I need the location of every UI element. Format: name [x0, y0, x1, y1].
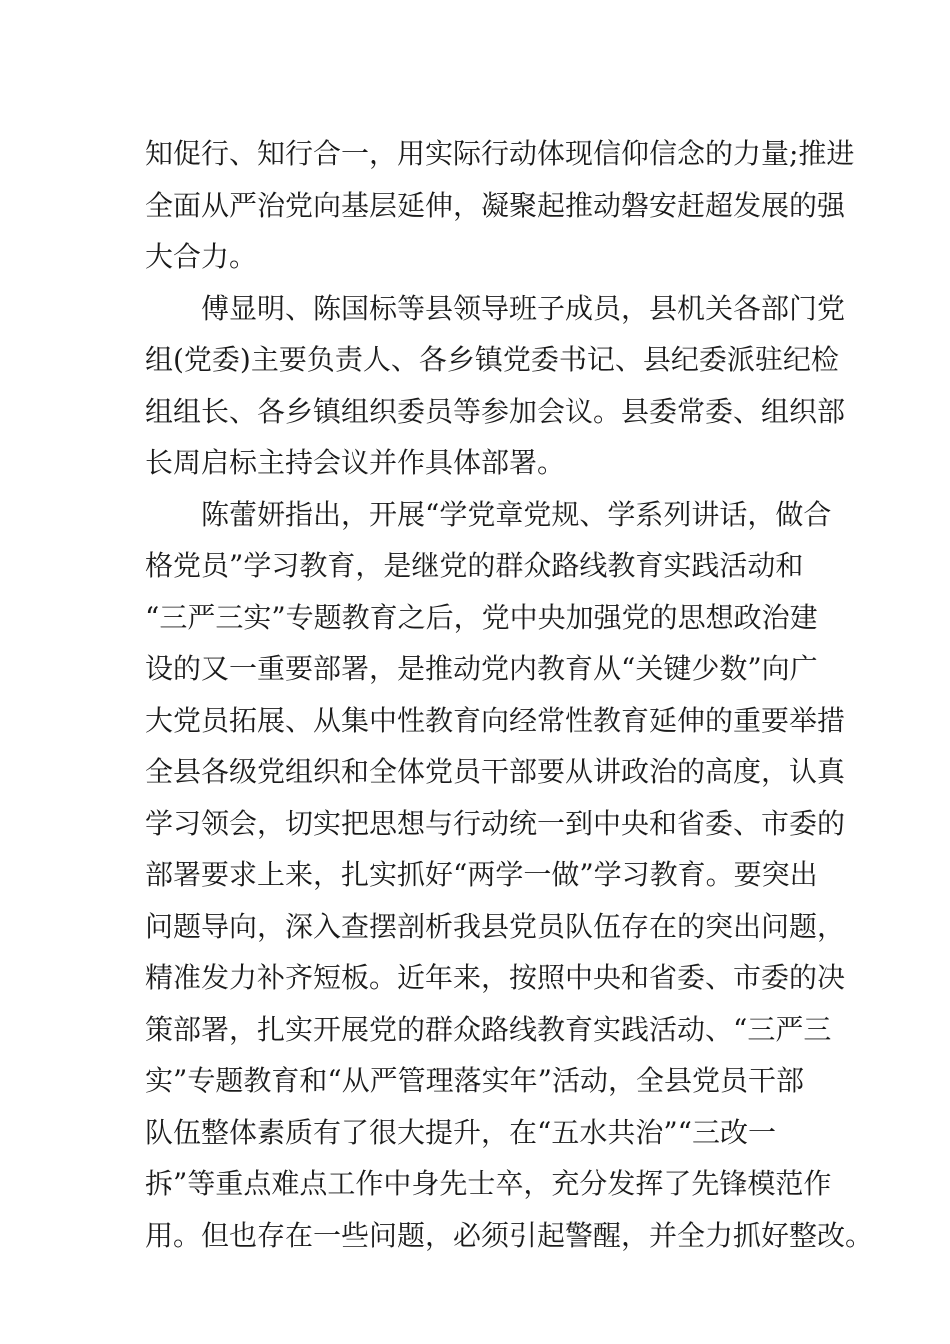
text-line: 大合力。 — [145, 240, 258, 273]
text-line: 全面从严治党向基层延伸，凝聚起推动磐安赶超发展的强 — [145, 188, 846, 222]
text-line: 部署要求上来，扎实抓好“两学一做”学习教育。要突出 — [145, 858, 818, 891]
text-line: “三严三实”专题教育之后，党中央加强党的思想政治建 — [145, 600, 818, 634]
paragraph-first-line: 傅显明、陈国标等县领导班子成员，县机关各部门党 — [201, 291, 846, 325]
text-line: 拆”等重点难点工作中身先士卒，充分发挥了先锋模范作 — [145, 1167, 832, 1200]
text-line: 组组长、各乡镇组织委员等参加会议。县委常委、组织部 — [145, 394, 846, 428]
text-line: 大党员拓展、从集中性教育向经常性教育延伸的重要举措 — [145, 703, 846, 737]
paragraph-first-line: 陈蕾妍指出，开展“学党章党规、学系列讲话，做合 — [201, 497, 832, 531]
text-line: 知促行、知行合一，用实际行动体现信仰信念的力量;推进 — [145, 137, 855, 170]
text-line: 队伍整体素质有了很大提升，在“五水共治”“三改一 — [145, 1115, 776, 1149]
body-text — [145, 128, 874, 1261]
text-line: 全县各级党组织和全体党员干部要从讲政治的高度，认真 — [145, 755, 846, 788]
text-line: 长周启标主持会议并作具体部署。 — [145, 446, 566, 479]
text-line: 策部署，扎实开展党的群众路线教育实践活动、“三严三 — [145, 1012, 832, 1046]
text-line: 精准发力补齐短板。近年来，按照中央和省委、市委的决 — [145, 961, 846, 994]
text-line: 学习领会，切实把思想与行动统一到中央和省委、市委的 — [145, 806, 846, 840]
text-line: 设的又一重要部署，是推动党内教育从“关键少数”向广 — [145, 652, 818, 685]
text-line: 组(党委)主要负责人、各乡镇党委书记、县纪委派驻纪检 — [145, 343, 839, 376]
text-line: 格党员”学习教育，是继党的群众路线教育实践活动和 — [145, 549, 804, 582]
text-line: 问题导向，深入查摆剖析我县党员队伍存在的突出问题， — [145, 909, 846, 943]
text-line: 实”专题教育和“从严管理落实年”活动，全县党员干部 — [145, 1064, 804, 1097]
text-line: 用。但也存在一些问题，必须引起警醒，并全力抓好整改。 — [145, 1218, 874, 1252]
